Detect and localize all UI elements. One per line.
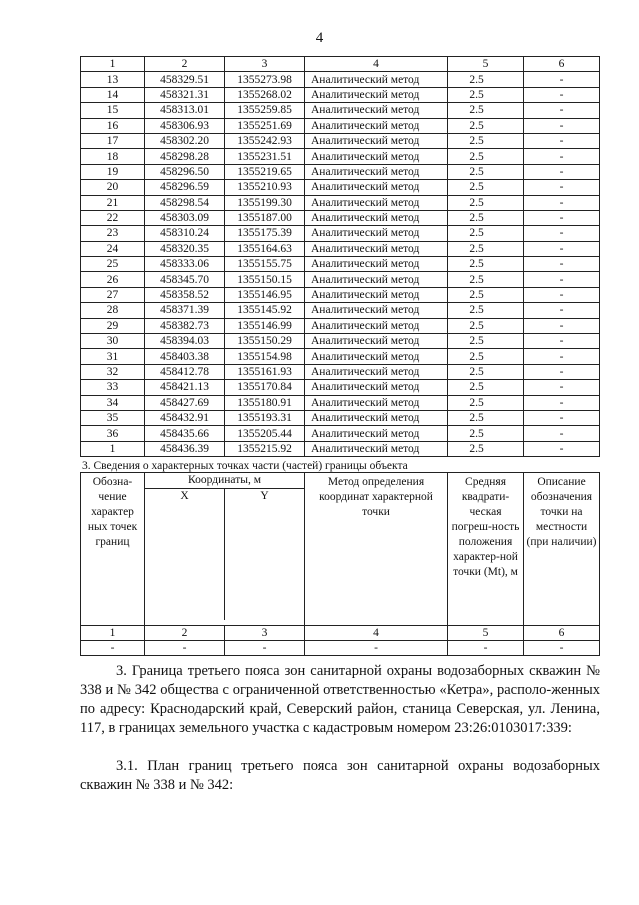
table-header-row [81, 57, 600, 72]
table-row [81, 426, 600, 441]
table-cell: 1355150.29 [225, 334, 305, 349]
table-cell: 2.5 [448, 210, 524, 225]
table-cell: Аналитический метод [305, 257, 448, 272]
table-cell: - [524, 149, 600, 164]
table-cell: 2.5 [448, 226, 524, 241]
header-cell: 1 [81, 57, 145, 72]
table-cell: 458333.06 [145, 257, 225, 272]
table-cell: 458306.93 [145, 118, 225, 133]
table-row [81, 87, 600, 102]
table-row [81, 349, 600, 364]
table-cell: 2.5 [448, 164, 524, 179]
table-cell: 30 [81, 334, 145, 349]
table-cell: - [524, 395, 600, 410]
x-label: X [145, 489, 225, 620]
table-cell: - [524, 410, 600, 425]
table-cell: 458302.20 [145, 133, 225, 148]
table-cell: 458303.09 [145, 210, 225, 225]
table-cell: - [524, 257, 600, 272]
table-cell: 1 [81, 441, 145, 456]
table-cell: - [448, 641, 524, 656]
table-row [81, 103, 600, 118]
table-cell: Аналитический метод [305, 334, 448, 349]
table-cell: - [524, 241, 600, 256]
column-number: 1 [81, 626, 145, 641]
column-number: 2 [145, 626, 225, 641]
table-cell: 36 [81, 426, 145, 441]
table-cell: 458432.91 [145, 410, 225, 425]
table-cell: 1355164.63 [225, 241, 305, 256]
table-cell: 1355219.65 [225, 164, 305, 179]
table-cell: 32 [81, 364, 145, 379]
table-cell: 458435.66 [145, 426, 225, 441]
table-cell: - [524, 118, 600, 133]
table-cell: Аналитический метод [305, 441, 448, 456]
table-cell: - [524, 72, 600, 87]
table-cell: 2.5 [448, 395, 524, 410]
table-cell: 1355199.30 [225, 195, 305, 210]
table-cell: Аналитический метод [305, 72, 448, 87]
table-cell: 17 [81, 133, 145, 148]
table-cell: Аналитический метод [305, 303, 448, 318]
table-header-row [81, 473, 600, 626]
table-cell: Аналитический метод [305, 318, 448, 333]
table-cell: 28 [81, 303, 145, 318]
table-cell: 33 [81, 380, 145, 395]
coordinates-table [80, 56, 600, 457]
table-row [81, 241, 600, 256]
table-cell: 458296.50 [145, 164, 225, 179]
error-header: Средняя квадрати-ческая погреш-ность положения характер-ной точки (Mt), м [448, 473, 524, 626]
table-cell: Аналитический метод [305, 364, 448, 379]
table-row [81, 410, 600, 425]
header-cell: 3 [225, 57, 305, 72]
table-cell: - [524, 195, 600, 210]
table-cell: - [225, 641, 305, 656]
table-cell: - [524, 318, 600, 333]
table-cell: - [524, 287, 600, 302]
table-cell: 24 [81, 241, 145, 256]
table-cell: 1355187.00 [225, 210, 305, 225]
table-cell: 1355170.84 [225, 380, 305, 395]
table-cell: Аналитический метод [305, 210, 448, 225]
header-cell: 2 [145, 57, 225, 72]
table-cell: Аналитический метод [305, 380, 448, 395]
table-cell: 1355150.15 [225, 272, 305, 287]
table-cell: 458358.52 [145, 287, 225, 302]
table-cell: - [81, 641, 145, 656]
table-cell: 458298.28 [145, 149, 225, 164]
table-cell: 2.5 [448, 380, 524, 395]
column-numbers-row [81, 626, 600, 641]
table-cell: 1355155.75 [225, 257, 305, 272]
table-row [81, 287, 600, 302]
table-cell: - [524, 426, 600, 441]
table-cell: Аналитический метод [305, 87, 448, 102]
table-cell: 2.5 [448, 149, 524, 164]
table-cell: 2.5 [448, 287, 524, 302]
table-cell: - [145, 641, 225, 656]
table-cell: 2.5 [448, 87, 524, 102]
table-cell: 1355242.93 [225, 133, 305, 148]
table-cell: 2.5 [448, 364, 524, 379]
table-cell: - [524, 133, 600, 148]
table-cell: 458436.39 [145, 441, 225, 456]
table-cell: - [305, 641, 448, 656]
table-cell: Аналитический метод [305, 226, 448, 241]
table-cell: 1355231.51 [225, 149, 305, 164]
table-cell: 23 [81, 226, 145, 241]
table-cell: 35 [81, 410, 145, 425]
table-cell: 2.5 [448, 103, 524, 118]
table-cell: 13 [81, 72, 145, 87]
table-cell: - [524, 272, 600, 287]
table-cell: 2.5 [448, 334, 524, 349]
table-row [81, 303, 600, 318]
method-header: Метод определения координат характерной точки [305, 473, 448, 626]
table-row [81, 226, 600, 241]
paragraph-3-1: 3.1. План границ третьего пояса зон санитарной охраны водозаборных скважин № 338 и № 342: [80, 758, 600, 793]
table-row [81, 380, 600, 395]
table-row [81, 210, 600, 225]
table-cell: 2.5 [448, 349, 524, 364]
table-row [81, 164, 600, 179]
table-cell: 458394.03 [145, 334, 225, 349]
table-cell: 458382.73 [145, 318, 225, 333]
table-cell: 2.5 [448, 410, 524, 425]
table-cell: Аналитический метод [305, 410, 448, 425]
table-cell: 458296.59 [145, 180, 225, 195]
table-cell: 2.5 [448, 241, 524, 256]
table-cell: 2.5 [448, 272, 524, 287]
table-cell: 18 [81, 149, 145, 164]
table-cell: 2.5 [448, 118, 524, 133]
table-row [81, 118, 600, 133]
table-cell: Аналитический метод [305, 195, 448, 210]
table-cell: - [524, 349, 600, 364]
table-cell: Аналитический метод [305, 426, 448, 441]
table-cell: 458345.70 [145, 272, 225, 287]
table-cell: - [524, 210, 600, 225]
table-cell: - [524, 641, 600, 656]
table-row [81, 441, 600, 456]
table-cell: 458298.54 [145, 195, 225, 210]
table-cell: - [524, 226, 600, 241]
table-cell: 1355161.93 [225, 364, 305, 379]
table-row [81, 133, 600, 148]
table-row [81, 149, 600, 164]
table-cell: 19 [81, 164, 145, 179]
y-label: Y [260, 490, 269, 502]
table-cell: Аналитический метод [305, 164, 448, 179]
table-cell: - [524, 334, 600, 349]
table-cell: - [524, 364, 600, 379]
table-cell: - [524, 180, 600, 195]
table-cell: 1355259.85 [225, 103, 305, 118]
table-cell: 1355205.44 [225, 426, 305, 441]
coordinates-header [145, 473, 305, 626]
column-number: 6 [524, 626, 600, 641]
table-cell: 2.5 [448, 441, 524, 456]
table-cell: 1355146.99 [225, 318, 305, 333]
table-cell: 2.5 [448, 257, 524, 272]
table-row [81, 272, 600, 287]
table-cell: Аналитический метод [305, 349, 448, 364]
table-cell: 458320.35 [145, 241, 225, 256]
table-cell: 1355215.92 [225, 441, 305, 456]
paragraph-3: 3. Граница третьего пояса зон санитарной охраны водозаборных скважин № 338 и № 342 общества с ограниченной ответственностью «Кетра», располо-женных по адресу: Краснодарский край, Северский район, станица Северская, ул. Ленина, 117, в границах земельного участка с кадастровым номером 23:26:0103017:339: [80, 663, 600, 736]
table-cell: 1355175.39 [225, 226, 305, 241]
table-cell: 26 [81, 272, 145, 287]
table-cell: 458310.24 [145, 226, 225, 241]
table-cell: Аналитический метод [305, 287, 448, 302]
table-cell: 458321.31 [145, 87, 225, 102]
table-cell: Аналитический метод [305, 118, 448, 133]
table-cell: 1355146.95 [225, 287, 305, 302]
table-cell: - [524, 103, 600, 118]
table-cell: Аналитический метод [305, 395, 448, 410]
table-cell: 1355193.31 [225, 410, 305, 425]
header-cell: 6 [524, 57, 600, 72]
header-cell: 5 [448, 57, 524, 72]
table-cell: 2.5 [448, 133, 524, 148]
characteristic-points-table [80, 472, 600, 656]
table-cell: 458329.51 [145, 72, 225, 87]
table-cell: 31 [81, 349, 145, 364]
column-number: 4 [305, 626, 448, 641]
table-row [81, 72, 600, 87]
table-cell: 1355273.98 [225, 72, 305, 87]
table-cell: Аналитический метод [305, 103, 448, 118]
table-cell: 20 [81, 180, 145, 195]
column-number: 5 [448, 626, 524, 641]
table-row [81, 364, 600, 379]
table-cell: 22 [81, 210, 145, 225]
table-cell: Аналитический метод [305, 241, 448, 256]
table-cell: 1355268.02 [225, 87, 305, 102]
table-cell: - [524, 380, 600, 395]
table-cell: 29 [81, 318, 145, 333]
table-cell: - [524, 87, 600, 102]
table-cell: 34 [81, 395, 145, 410]
table-cell: - [524, 164, 600, 179]
empty-row [81, 641, 600, 656]
table-cell: - [524, 441, 600, 456]
table-cell: 1355180.91 [225, 395, 305, 410]
table-cell: 2.5 [448, 180, 524, 195]
section-3-title: 3. Сведения о характерных точках части (частей) границы объекта [82, 460, 408, 472]
column-number: 3 [225, 626, 305, 641]
table-cell: 16 [81, 118, 145, 133]
table-row [81, 195, 600, 210]
table-cell: 458371.39 [145, 303, 225, 318]
table-cell: Аналитический метод [305, 133, 448, 148]
table-cell: 2.5 [448, 72, 524, 87]
coordinates-label: Координаты, м [145, 473, 304, 489]
table-cell: 2.5 [448, 195, 524, 210]
table-cell: 2.5 [448, 426, 524, 441]
table-cell: 2.5 [448, 318, 524, 333]
header-cell: 4 [305, 57, 448, 72]
table-cell: 14 [81, 87, 145, 102]
table-cell: - [524, 303, 600, 318]
table-cell: 458403.38 [145, 349, 225, 364]
table-cell: 2.5 [448, 303, 524, 318]
table-cell: 1355251.69 [225, 118, 305, 133]
table-row [81, 257, 600, 272]
table-cell: 15 [81, 103, 145, 118]
table-cell: 27 [81, 287, 145, 302]
table-row [81, 334, 600, 349]
table-row [81, 395, 600, 410]
table-row [81, 318, 600, 333]
table-cell: Аналитический метод [305, 149, 448, 164]
table-cell: 458421.13 [145, 380, 225, 395]
table-cell: 1355210.93 [225, 180, 305, 195]
table-cell: 1355145.92 [225, 303, 305, 318]
page-number: 4 [315, 30, 324, 46]
table-cell: Аналитический метод [305, 180, 448, 195]
table-cell: 1355154.98 [225, 349, 305, 364]
table-cell: 25 [81, 257, 145, 272]
table-cell: 458427.69 [145, 395, 225, 410]
point-designation-header: Обозна-чение характер ных точек границ [81, 473, 145, 626]
description-header: Описание обозначения точки на местности (при наличии) [524, 473, 600, 626]
table-cell: 458313.01 [145, 103, 225, 118]
table-cell: Аналитический метод [305, 272, 448, 287]
table-row [81, 180, 600, 195]
table-cell: 21 [81, 195, 145, 210]
table-cell: 458412.78 [145, 364, 225, 379]
